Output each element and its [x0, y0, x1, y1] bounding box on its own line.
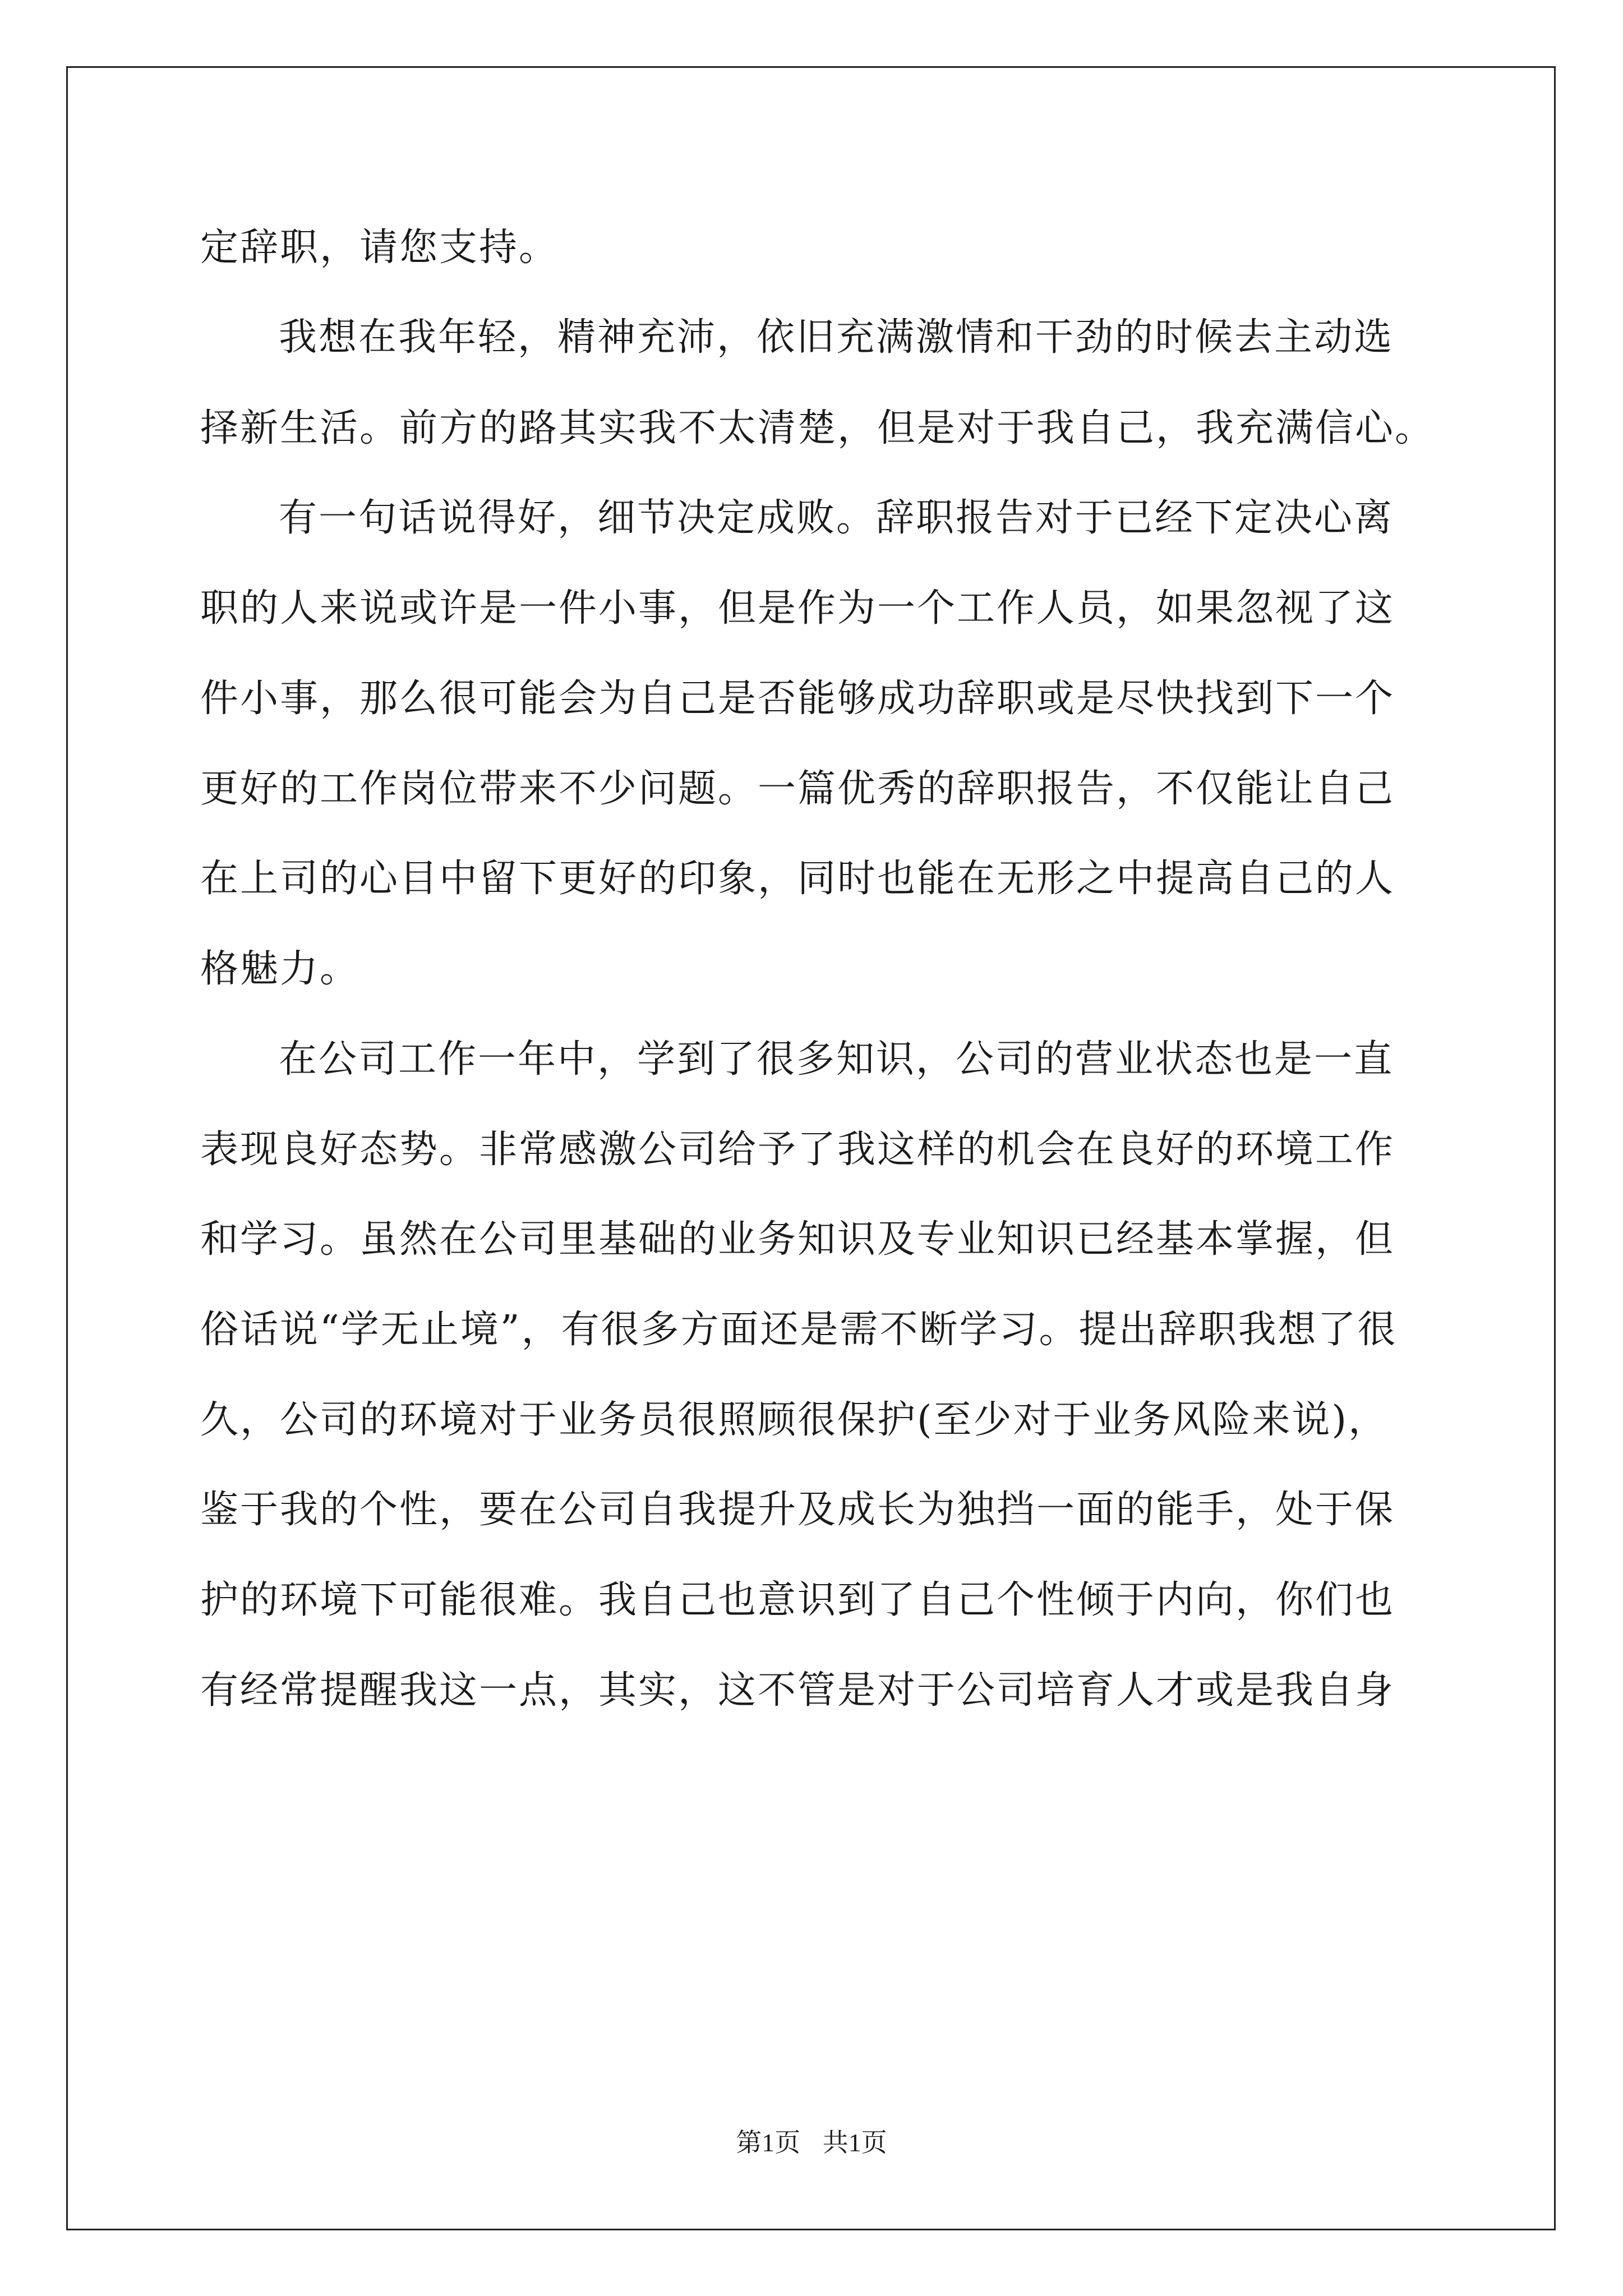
- page-footer: [0, 2127, 1623, 2159]
- text-line: 定辞职，请您支持。: [200, 226, 559, 270]
- text-line: 鉴于我的个性，要在公司自我提升及成长为独挡一面的能手，处于保: [200, 1488, 1395, 1532]
- text-line: 有一句话说得好，细节决定成败。辞职报告对于已经下定决心离: [279, 496, 1394, 540]
- text-line: 择新生活。前方的路其实我不太清楚，但是对于我自己，我充满信心。: [200, 406, 1435, 450]
- text-line: 更好的工作岗位带来不少问题。一篇优秀的辞职报告，不仅能让自己: [200, 767, 1395, 811]
- text-line: 久，公司的环境对于业务员很照顾很保护(至少对于业务风险来说)，: [200, 1398, 1389, 1442]
- page-number: 第1页: [736, 2128, 801, 2157]
- text-line: 有经常提醒我这一点，其实，这不管是对于公司培育人才或是我自身: [200, 1668, 1395, 1713]
- text-line: 护的环境下可能很难。我自己也意识到了自己个性倾于内向，你们也: [200, 1578, 1395, 1622]
- text-line: 和学习。虽然在公司里基础的业务知识及专业知识已经基本掌握，但: [200, 1217, 1395, 1262]
- text-line: 在公司工作一年中，学到了很多知识，公司的营业状态也是一直: [279, 1037, 1394, 1082]
- text-line: 俗话说“学无止境”，有很多方面还是需不断学习。提出辞职我想了很: [200, 1308, 1398, 1352]
- page-total: 共1页: [822, 2128, 887, 2157]
- text-line: 格魅力。: [200, 947, 360, 991]
- text-line: 我想在我年轻，精神充沛，依旧充满激情和干劲的时候去主动选: [279, 315, 1394, 360]
- text-line: 职的人来说或许是一件小事，但是作为一个工作人员，如果忽视了这: [200, 586, 1395, 631]
- text-line: 在上司的心目中留下更好的印象，同时也能在无形之中提高自己的人: [200, 857, 1395, 901]
- text-line: 表现良好态势。非常感激公司给予了我这样的机会在良好的环境工作: [200, 1128, 1395, 1172]
- text-line: 件小事，那么很可能会为自己是否能够成功辞职或是尽快找到下一个: [200, 677, 1395, 721]
